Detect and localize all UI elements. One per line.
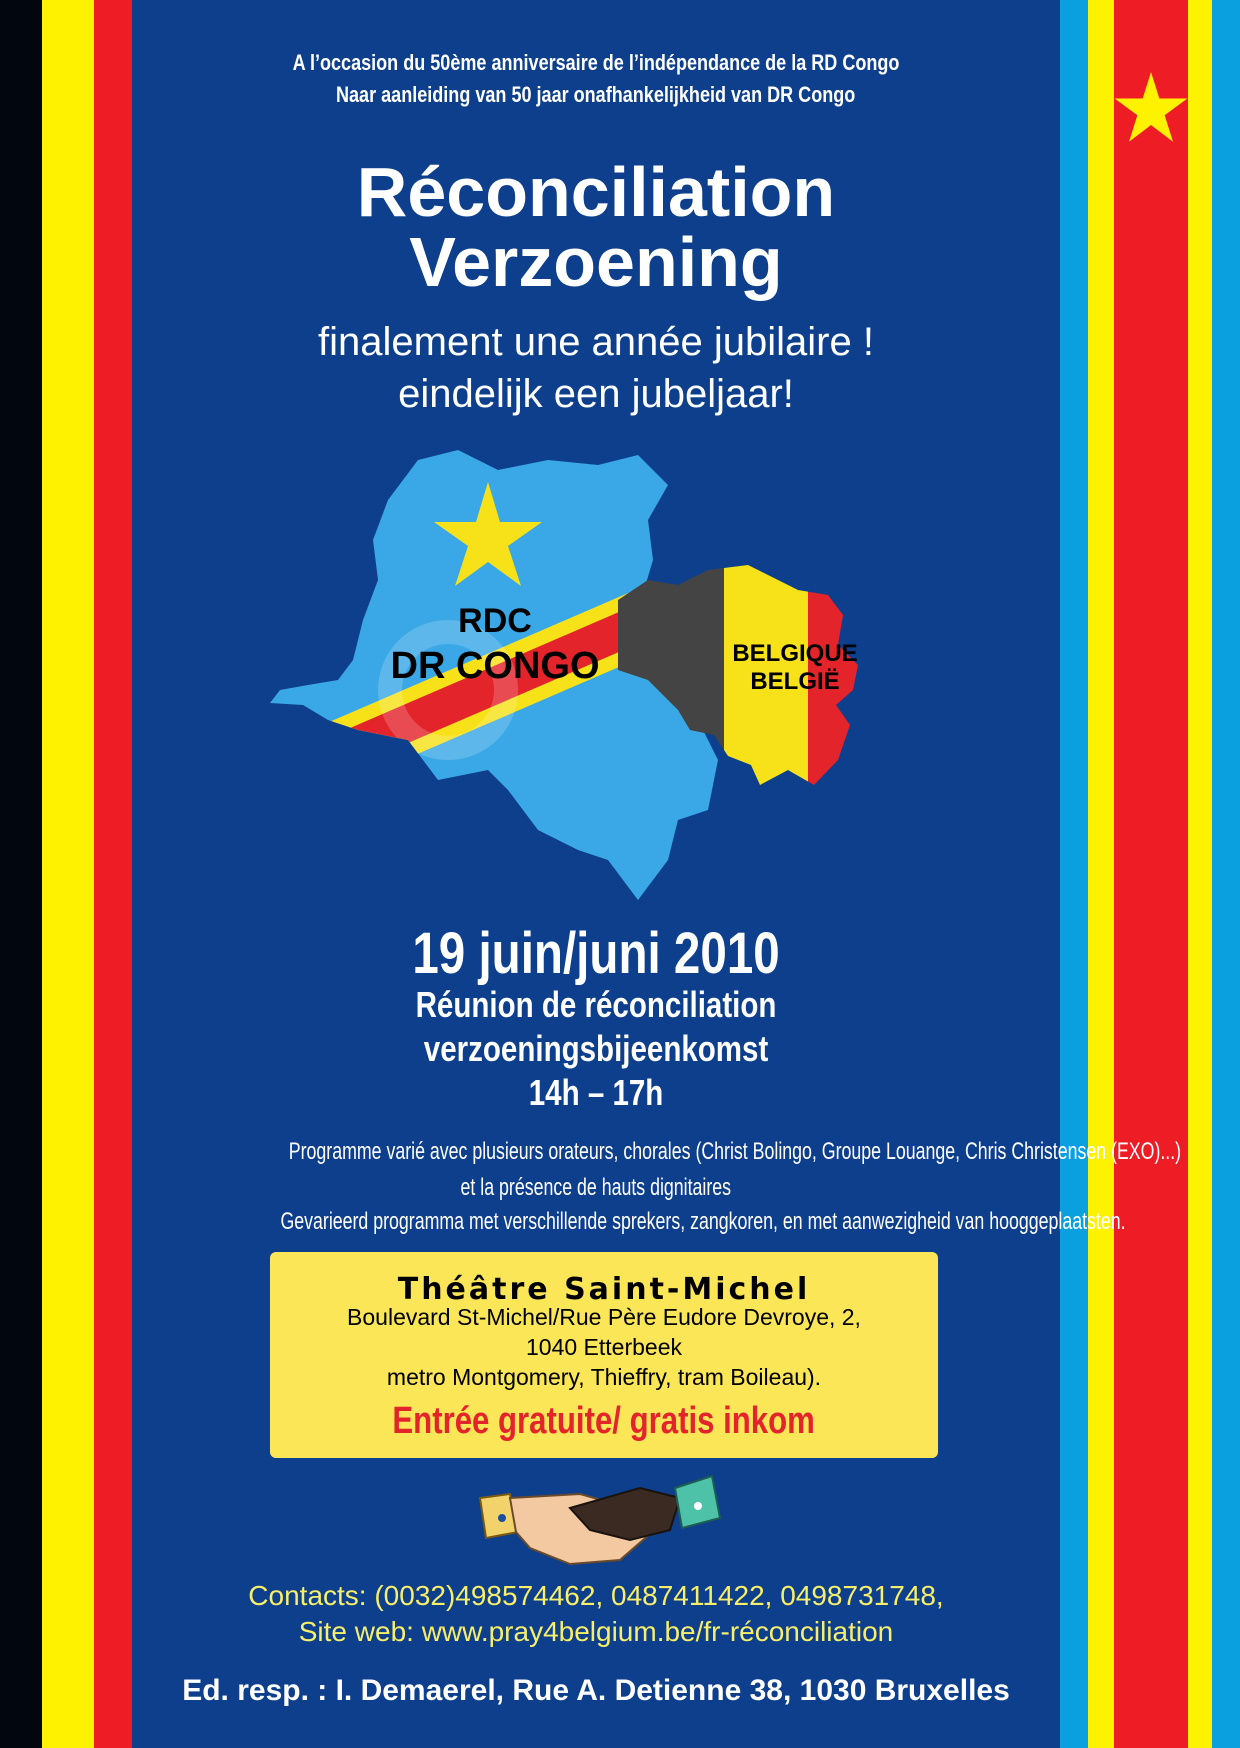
contacts-website[interactable]: Site web: www.pray4belgium.be/fr-réconciliation	[298, 1616, 894, 1647]
venue-transport: metro Montgomery, Thieffry, tram Boileau).	[386, 1364, 822, 1390]
right-red-stripe	[1114, 0, 1188, 1748]
belgium-label-1: BELGIQUE	[732, 640, 858, 667]
title-nl: Verzoening	[409, 223, 783, 301]
left-red-stripe	[94, 0, 132, 1748]
right-blue-stripe	[1060, 0, 1088, 1748]
venue-address-2: 1040 Etterbeek	[525, 1334, 682, 1360]
right-blue-stripe-2	[1212, 0, 1240, 1748]
left-yellow-stripe	[42, 0, 94, 1748]
congo-label-2: DR CONGO	[390, 645, 600, 687]
program-line-3: Gevarieerd programma met verschillende sprekers, zangkoren, en met aanwezigheid van hooggeplaatsten.	[280, 1208, 1126, 1235]
subtitle-nl: eindelijk een jubeljaar!	[398, 372, 794, 416]
entry-info: Entrée gratuite/ gratis inkom	[392, 1400, 816, 1442]
subtitle-fr: finalement une année jubilaire !	[318, 320, 874, 364]
venue-name: Théâtre Saint-Michel	[397, 1272, 811, 1307]
header-line-nl: Naar aanleiding van 50 jaar onafhankelijkheid van DR Congo	[336, 82, 856, 107]
venue-box	[270, 1252, 938, 1458]
program-line-2: et la présence de hauts dignitaires	[460, 1174, 732, 1201]
header-line-fr: A l’occasion du 50ème anniversaire de l’indépendance de la RD Congo	[292, 50, 900, 75]
contacts-phones: Contacts: (0032)498574462, 0487411422, 0498731748,	[248, 1580, 944, 1611]
event-date: 19 juin/juni 2010	[412, 921, 780, 986]
left-black-stripe	[0, 0, 42, 1748]
title-fr: Réconciliation	[356, 153, 836, 231]
venue-address-1: Boulevard St-Michel/Rue Père Eudore Devroye, 2,	[347, 1304, 861, 1330]
program-line-1: Programme varié avec plusieurs orateurs, chorales (Christ Bolingo, Groupe Louange, Chris Christensen (EXO)...)	[288, 1138, 1182, 1165]
belgium-label-2: BELGIË	[750, 668, 840, 695]
event-time: 14h – 17h	[528, 1072, 664, 1113]
handshake-icon	[470, 1468, 730, 1578]
right-yellow-stripe	[1088, 0, 1114, 1748]
event-name-fr: Réunion de réconciliation	[415, 984, 777, 1025]
right-yellow-stripe-2	[1188, 0, 1212, 1748]
star-icon	[1113, 72, 1189, 144]
congo-label-1: RDC	[458, 602, 532, 640]
event-name-nl: verzoeningsbijeenkomst	[423, 1028, 769, 1069]
footer-responsible: Ed. resp. : I. Demaerel, Rue A. Detienne 38, 1030 Bruxelles	[182, 1674, 1010, 1707]
